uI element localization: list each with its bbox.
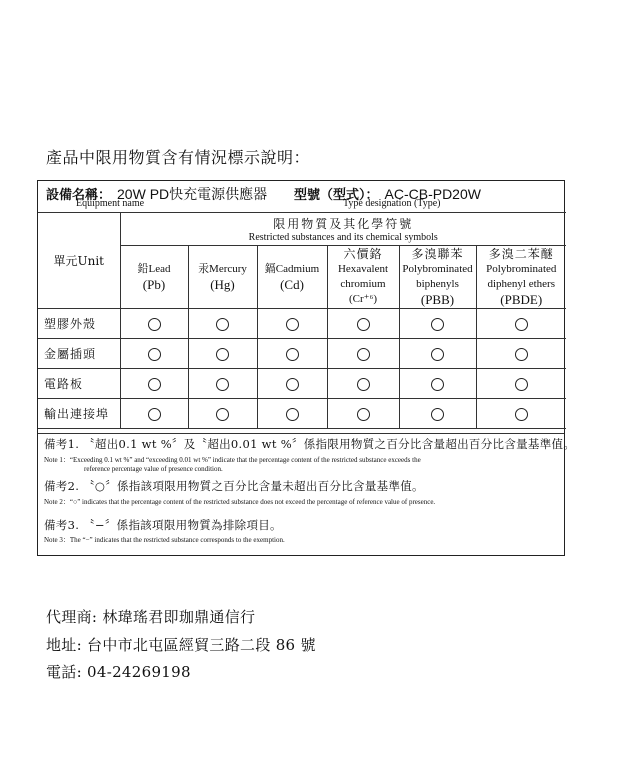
circle-mark-icon <box>431 348 444 361</box>
note-1-en-cont: reference percentage value of presence condition. <box>84 465 223 473</box>
restricted-title-en: Restricted substances and its chemical symbols <box>248 232 438 243</box>
agent-line: 代理商: 林瑋瑤君即珈鼎通信行 <box>46 608 256 626</box>
restricted-header-row <box>38 213 566 246</box>
rohs-table <box>38 181 566 429</box>
note-1-zh: 備考1. 〝超出0.1 wt %〞及〝超出0.01 wt %〞係指限用物質之百分比含量超出百分比含量基準值。 <box>44 437 576 451</box>
circle-mark-icon <box>515 348 528 361</box>
equipment-row <box>38 181 566 213</box>
circle-mark-icon <box>515 378 528 391</box>
circle-mark-icon <box>357 408 370 421</box>
part-name: 塑膠外殼 <box>38 309 120 339</box>
notes-section <box>38 433 576 544</box>
circle-mark-icon <box>431 318 444 331</box>
equipment-name-label: 設備名稱： 20W PD快充電源供應器 <box>46 186 268 203</box>
rohs-table-frame <box>37 180 576 556</box>
substance-cadmium: 鎘Cadmium (Cd) <box>257 246 327 309</box>
type-label: 型號（型式）： AC-CB-PD20W <box>294 186 481 203</box>
note-1-en: Note 1：“Exceeding 0.1 wt %” and “exceeding 0.01 wt %” indicate that the percentage content of the restricted substance exceeds the <box>44 456 421 464</box>
restricted-header <box>120 213 566 246</box>
circle-mark-icon <box>357 378 370 391</box>
circle-mark-icon <box>216 378 229 391</box>
circle-mark-icon <box>357 348 370 361</box>
page-heading: 產品中限用物質含有情況標示說明： <box>46 148 311 167</box>
note-3-en: Note 3：The “−” indicates that the restricted substance corresponds to the exemption. <box>44 536 285 544</box>
circle-mark-icon <box>216 318 229 331</box>
substance-lead: 鉛Lead (Pb) <box>120 246 188 309</box>
note-2-en: Note 2：“○” indicates that the percentage content of the restricted substance does not exceed the percentage of reference value of presence. <box>44 498 436 506</box>
address-line: 地址: 台中市北屯區經貿三路二段 86 號 <box>46 636 316 654</box>
circle-mark-icon <box>148 348 161 361</box>
circle-mark-icon <box>148 318 161 331</box>
circle-mark-icon <box>286 348 299 361</box>
circle-mark-icon <box>286 318 299 331</box>
type-value: AC-CB-PD20W <box>384 186 481 202</box>
equipment-name-label-en: Equipment name <box>76 198 145 209</box>
substance-mercury: 汞Mercury (Hg) <box>188 246 257 309</box>
substance-chromium: 六價鉻 Hexavalent chromium (Cr⁺⁶) <box>327 246 399 309</box>
substance-pbde: 多溴二苯醚 Polybrominated diphenyl ethers (PBDE) <box>476 246 566 309</box>
table-row <box>38 399 566 429</box>
circle-mark-icon <box>286 408 299 421</box>
table-row <box>38 369 566 399</box>
circle-mark-icon <box>357 318 370 331</box>
part-name: 輸出連接埠 <box>38 399 120 429</box>
circle-mark-icon <box>431 378 444 391</box>
part-name: 電路板 <box>38 369 120 399</box>
type-label-en: Type designation (Type) <box>343 198 441 209</box>
equipment-name-value: 20W PD快充電源供應器 <box>117 186 268 202</box>
circle-mark-icon <box>515 318 528 331</box>
table-row <box>38 339 566 369</box>
note-3-zh: 備考3. 〝−〞係指該項限用物質為排除項目。 <box>44 518 282 532</box>
circle-mark-icon <box>216 408 229 421</box>
note-2-zh: 備考2. 〝○〞係指該項限用物質之百分比含量未超出百分比含量基準值。 <box>44 479 424 493</box>
circle-mark-icon <box>515 408 528 421</box>
circle-mark-icon <box>286 378 299 391</box>
table-row <box>38 309 566 339</box>
circle-mark-icon <box>148 408 161 421</box>
circle-mark-icon <box>148 378 161 391</box>
part-name: 金屬插頭 <box>38 339 120 369</box>
circle-mark-icon <box>216 348 229 361</box>
substance-pbb: 多溴聯苯 Polybrominated biphenyls (PBB) <box>399 246 476 309</box>
phone-line: 電話: 04-24269198 <box>46 663 191 681</box>
restricted-title-zh: 限用物質及其化學符號 <box>273 217 414 231</box>
unit-header: 單元Unit <box>38 213 120 309</box>
circle-mark-icon <box>431 408 444 421</box>
